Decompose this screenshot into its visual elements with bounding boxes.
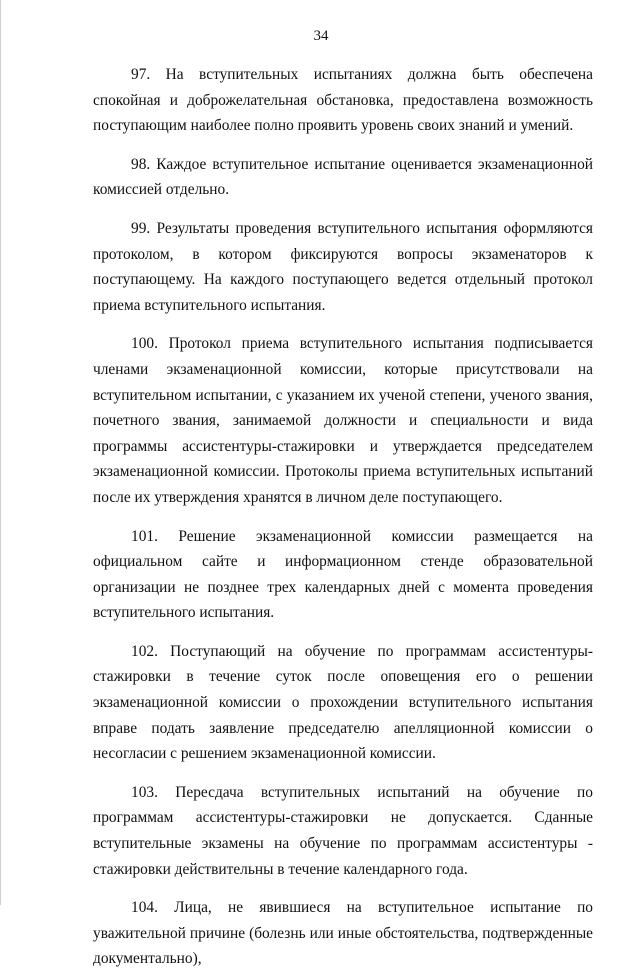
paragraph-102: 102. Поступающий на обучение по программам ассистентуры-стажировки в течение суток после оповещения его о решении экзаменационной комиссии о прохождении вступительного испытания вправе подать заявление председателю апелляционной комиссии о несогласии с решением экзаменационной комиссии. <box>93 642 593 763</box>
page-number: 34 <box>313 28 329 44</box>
paragraph-103: 103. Пересдача вступительных испытаний на обучение по программам ассистентуры-стажировки не допускается. Сданные вступительные экзамены на обучение по программам ассистентуры - стажировки действительны в течение календарного года. <box>93 783 593 878</box>
paragraph-98: 98. Каждое вступительное испытание оценивается экзаменационной комиссией отдельно. <box>93 155 593 199</box>
paragraph-97: 97. На вступительных испытаниях должна быть обеспечена спокойная и доброжелательная обстановка, предоставлена возможность поступающим наиболее полно проявить уровень своих знаний и умений. <box>93 66 593 135</box>
paragraph-100: 100. Протокол приема вступительного испытания подписывается членами экзаменационной комиссии, которые присутствовали на вступительном испытании, с указанием их ученой степени, ученого звания, почетного звания, занимаемой должности и специальности и вида программы ассистентуры-стажировки и утверждается председателем экзаменационной комиссии. Протоколы приема вступительных испытаний после их утверждения хранятся в личном деле поступающего. <box>93 335 593 506</box>
paragraph-101: 101. Решение экзаменационной комиссии размещается на официальном сайте и информационном стенде образовательной организации не позднее трех календарных дней с момента проведения вступительного испытания. <box>93 527 593 622</box>
paragraph-104: 104. Лица, не явившиеся на вступительное испытание по уважительной причине (болезнь или иные обстоятельства, подтвержденные документально), <box>93 899 593 968</box>
paragraph-99: 99. Результаты проведения вступительного испытания оформляются протоколом, в котором фиксируются вопросы экзаменаторов к поступающему. На каждого поступающего ведется отдельный протокол приема вступительного испытания. <box>93 219 593 314</box>
document-body <box>93 62 593 972</box>
